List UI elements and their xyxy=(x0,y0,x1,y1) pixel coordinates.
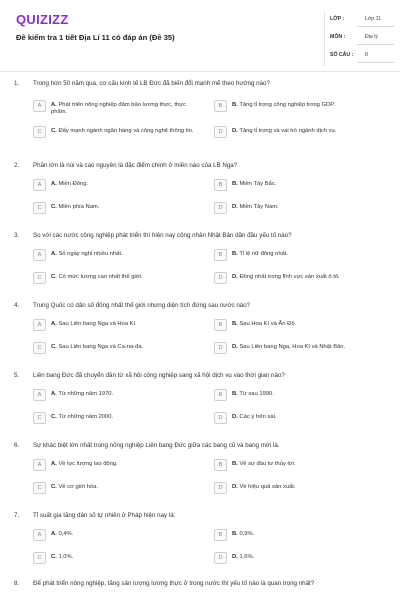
option-label: Các ý trên sai. xyxy=(239,414,277,420)
option-letter-badge: A xyxy=(33,389,46,401)
meta-class xyxy=(324,12,394,28)
divider xyxy=(357,26,394,27)
option-text xyxy=(232,181,382,188)
question-text: Để phát triển nông nghiệp, tăng sản lượng lương thực ở trong nước thì yếu tố nào là quan trọng nhất? xyxy=(33,580,315,587)
option-text xyxy=(232,344,382,351)
option-key: B. xyxy=(232,321,238,327)
option-label: Về cơ giới hóa. xyxy=(58,484,98,490)
question-number: 7. xyxy=(14,512,20,519)
option-label: Sau Liên bang Nga, Hoa Kì và Nhật Bản. xyxy=(239,344,346,350)
option-text xyxy=(51,554,201,561)
quizizz-logo[interactable]: QUIZIZZ xyxy=(16,12,69,27)
option-key: D. xyxy=(232,128,238,134)
option-label: Về lực lượng lao động. xyxy=(58,461,118,467)
option-letter-badge: B xyxy=(214,319,227,331)
option-text xyxy=(51,321,201,328)
question-number: 5. xyxy=(14,372,20,379)
option-letter-badge: D xyxy=(214,342,227,354)
option-text xyxy=(232,128,382,135)
option-key: B. xyxy=(232,251,238,257)
option-label: 1,0%. xyxy=(58,554,74,560)
option-text xyxy=(51,128,201,135)
option-label: Từ những năm 2000. xyxy=(58,414,114,420)
option-text xyxy=(51,181,201,188)
meta-class-label: LỚP : xyxy=(330,16,345,22)
question-text: Trung Quốc có dân số đông nhất thế giới nhưng diện tích đứng sau nước nào? xyxy=(33,302,251,309)
option-letter-badge: B xyxy=(214,389,227,401)
option-letter-badge: C xyxy=(33,552,46,564)
option-text xyxy=(51,344,201,351)
option-label: Số ngày nghỉ nhiều nhất. xyxy=(58,251,123,257)
option-text xyxy=(51,414,201,421)
question-number: 1. xyxy=(14,80,20,87)
option-key: A. xyxy=(51,461,57,467)
option-letter-badge: D xyxy=(214,412,227,424)
option-letter-badge: B xyxy=(214,100,227,112)
option-key: C. xyxy=(51,484,57,490)
option-key: C. xyxy=(51,414,57,420)
option-key: A. xyxy=(51,391,57,397)
option-letter-badge: C xyxy=(33,126,46,138)
option-letter-badge: B xyxy=(214,249,227,261)
question-text: So với các nước công nghiệp phát triển thì hiện nay công nhân Nhật Bản dần đầu yếu tố nào? xyxy=(33,232,292,239)
option-label: Miền Tây Bắc. xyxy=(239,181,277,187)
option-text xyxy=(232,554,382,561)
meta-subject-label: MÔN : xyxy=(330,34,346,40)
option-key: A. xyxy=(51,181,57,187)
option-letter-badge: A xyxy=(33,179,46,191)
option-text xyxy=(232,102,382,109)
document-header xyxy=(0,0,400,72)
option-text xyxy=(51,274,201,281)
option-key: A. xyxy=(51,102,57,108)
option-label: Tăng tỉ trọng và vai trò ngành dịch vụ. xyxy=(239,128,337,134)
option-text xyxy=(232,531,382,538)
divider xyxy=(357,44,394,45)
option-key: D. xyxy=(232,414,238,420)
option-label: 1,6%. xyxy=(239,554,255,560)
question-text: Sự khác biệt lớn nhất trong nông nghiệp Liên bang Đức giữa các bang cũ và bang mới là. xyxy=(33,442,280,449)
option-text xyxy=(232,461,382,468)
option-label: 0,9%. xyxy=(239,531,255,537)
option-letter-badge: C xyxy=(33,482,46,494)
option-letter-badge: A xyxy=(33,529,46,541)
option-letter-badge: C xyxy=(33,412,46,424)
option-letter-badge: A xyxy=(33,459,46,471)
option-label: Đẩy mạnh ngành ngân hàng và công nghệ thông tin. xyxy=(58,128,194,134)
option-key: C. xyxy=(51,274,57,280)
divider xyxy=(357,62,394,63)
option-letter-badge: C xyxy=(33,272,46,284)
option-key: C. xyxy=(51,128,57,134)
option-letter-badge: B xyxy=(214,459,227,471)
option-letter-badge: D xyxy=(214,272,227,284)
option-label: Về sự đầu tư thủy lợi. xyxy=(239,461,296,467)
question-text: Liên bang Đức đã chuyển dần từ xã hội công nghiệp sang xã hội dịch vụ vào thời gian nào? xyxy=(33,372,285,379)
option-letter-badge: A xyxy=(33,249,46,261)
option-label: Sau Hoa Kì và Ấn Độ. xyxy=(239,321,297,327)
option-letter-badge: B xyxy=(214,179,227,191)
question-number: 2. xyxy=(14,162,20,169)
question-text: Phần lớn là núi và cao nguyên là đặc điểm chính ở miền nào của LB Nga? xyxy=(33,162,238,169)
option-letter-badge: A xyxy=(33,319,46,331)
question-number: 8. xyxy=(14,580,20,587)
question-text: Tỉ suất gia tăng dân số tự nhiên ở Pháp hiện nay là: xyxy=(33,512,176,519)
option-label: Sau Liên bang Nga và Hoa Kì. xyxy=(58,321,137,327)
option-label: Đông nhất trong lĩnh vực sản xuất ô tô. xyxy=(239,274,340,280)
option-key: D. xyxy=(232,484,238,490)
option-key: B. xyxy=(232,531,238,537)
option-text xyxy=(232,321,382,328)
meta-count xyxy=(324,48,394,64)
option-text xyxy=(232,204,382,211)
meta-subject xyxy=(324,30,394,46)
meta-count-value: 8 xyxy=(365,52,368,58)
question-number: 4. xyxy=(14,302,20,309)
option-letter-badge: D xyxy=(214,552,227,564)
option-text xyxy=(51,204,201,211)
meta-count-label: SỐ CÂU : xyxy=(330,52,354,58)
question-number: 6. xyxy=(14,442,20,449)
option-text xyxy=(51,484,201,491)
option-letter-badge: D xyxy=(214,202,227,214)
option-text xyxy=(232,274,382,281)
option-text xyxy=(232,484,382,491)
option-text xyxy=(51,531,201,538)
option-key: C. xyxy=(51,554,57,560)
option-label: Miền Tây Nam. xyxy=(239,204,279,210)
document-title: Đề kiểm tra 1 tiết Địa Lí 11 có đáp án (Đề 35) xyxy=(16,33,175,42)
option-text xyxy=(51,102,201,117)
option-text xyxy=(232,414,382,421)
meta-subject-value: Địa lý xyxy=(365,34,378,40)
option-label: 0,4%. xyxy=(58,531,74,537)
option-key: D. xyxy=(232,554,238,560)
option-letter-badge: D xyxy=(214,482,227,494)
option-text xyxy=(232,251,382,258)
option-key: C. xyxy=(51,344,57,350)
question-number: 3. xyxy=(14,232,20,239)
option-text xyxy=(232,391,382,398)
option-letter-badge: A xyxy=(33,100,46,112)
option-label: Miền Đông. xyxy=(58,181,89,187)
option-label: Tỉ lệ nữ đông nhất. xyxy=(239,251,289,257)
option-key: B. xyxy=(232,461,238,467)
option-label: Có mức lương cao nhất thế giới. xyxy=(58,274,143,280)
option-key: B. xyxy=(232,391,238,397)
option-key: A. xyxy=(51,321,57,327)
option-label: Miền phía Nam. xyxy=(58,204,100,210)
option-key: A. xyxy=(51,251,57,257)
question-text: Trong hơn 50 năm qua, cơ cấu kinh tế LB Đức đã biến đổi mạnh mẽ theo hướng nào? xyxy=(33,80,270,87)
option-key: D. xyxy=(232,344,238,350)
option-text xyxy=(51,251,201,258)
option-label: Từ sau 1990. xyxy=(239,391,274,397)
option-letter-badge: D xyxy=(214,126,227,138)
option-label: Tăng tỉ trọng công nghiệp trong GDP. xyxy=(239,102,335,108)
option-label: Phát triển nông nghiệp đảm bảo lương thực, thực phẩm. xyxy=(51,102,187,116)
option-letter-badge: B xyxy=(214,529,227,541)
option-letter-badge: C xyxy=(33,202,46,214)
option-label: Về hiệu quả sản xuất. xyxy=(239,484,296,490)
option-text xyxy=(51,391,201,398)
option-key: D. xyxy=(232,204,238,210)
option-key: D. xyxy=(232,274,238,280)
option-key: B. xyxy=(232,102,238,108)
meta-class-value: Lớp 11 xyxy=(365,16,381,22)
option-key: B. xyxy=(232,181,238,187)
option-letter-badge: C xyxy=(33,342,46,354)
option-key: A. xyxy=(51,531,57,537)
option-label: Sau Liên bang Nga và Ca-na-đa. xyxy=(58,344,144,350)
option-text xyxy=(51,461,201,468)
option-key: C. xyxy=(51,204,57,210)
option-label: Từ những năm 1970. xyxy=(58,391,114,397)
